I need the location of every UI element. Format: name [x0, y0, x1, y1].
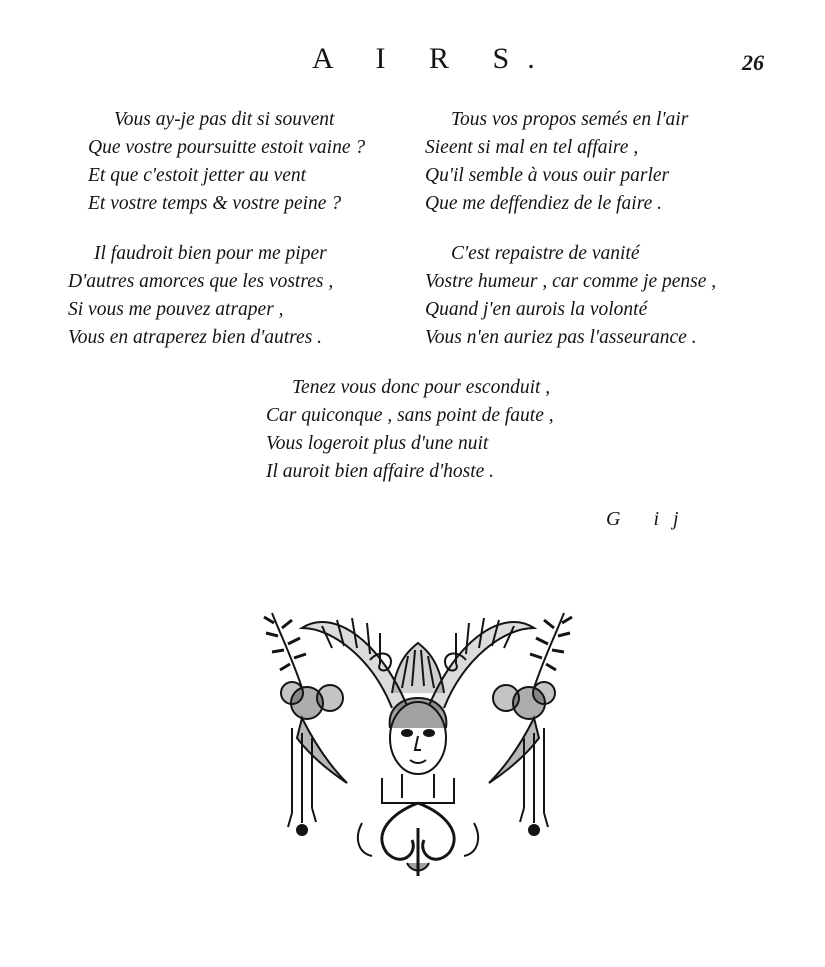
verse-line: Tenez vous donc pour esconduit ,	[292, 377, 551, 398]
verse-line: Que me deffendiez de le faire .	[425, 193, 662, 214]
verse-line: Tous vos propos semés en l'air	[451, 109, 689, 130]
verse-line: Quand j'en aurois la volonté	[425, 299, 648, 320]
page-number: 26	[742, 50, 764, 75]
verse-line: C'est repaistre de vanité	[451, 243, 640, 264]
verse-line: Vous n'en auriez pas l'asseurance .	[425, 327, 697, 348]
verse-line: Si vous me pouvez atraper ,	[68, 299, 284, 320]
verse-line: Vous en atraperez bien d'autres .	[68, 327, 323, 348]
cul-de-lampe-ornament-icon	[262, 598, 574, 880]
verse-line: Vostre humeur , car comme je pense ,	[425, 271, 717, 292]
verse-line: Vous ay-je pas dit si souvent	[114, 109, 335, 130]
stanza-right-1	[425, 106, 688, 218]
stanza-left-2	[68, 240, 333, 352]
verse-line: Et que c'estoit jetter au vent	[88, 165, 307, 186]
verse-line: Et vostre temps & vostre peine ?	[88, 193, 342, 214]
verse-line: Sieent si mal en tel affaire ,	[425, 137, 639, 158]
verse-line: Il auroit bien affaire d'hoste .	[266, 461, 495, 482]
signature-mark: G ij	[606, 508, 693, 530]
stanza-center	[266, 374, 554, 486]
verse-line: Vous logeroit plus d'une nuit	[266, 433, 489, 454]
verse-line: Il faudroit bien pour me piper	[94, 243, 327, 264]
page-title: A I R S.	[312, 42, 553, 75]
verse-line: D'autres amorces que les vostres ,	[68, 271, 334, 292]
verse-line: Que vostre poursuitte estoit vaine ?	[88, 137, 366, 158]
stanza-left-1	[88, 106, 365, 218]
stanza-right-2	[425, 240, 716, 352]
verse-line: Car quiconque , sans point de faute ,	[266, 405, 554, 426]
verse-line: Qu'il semble à vous ouir parler	[425, 165, 670, 186]
running-head	[0, 40, 825, 80]
